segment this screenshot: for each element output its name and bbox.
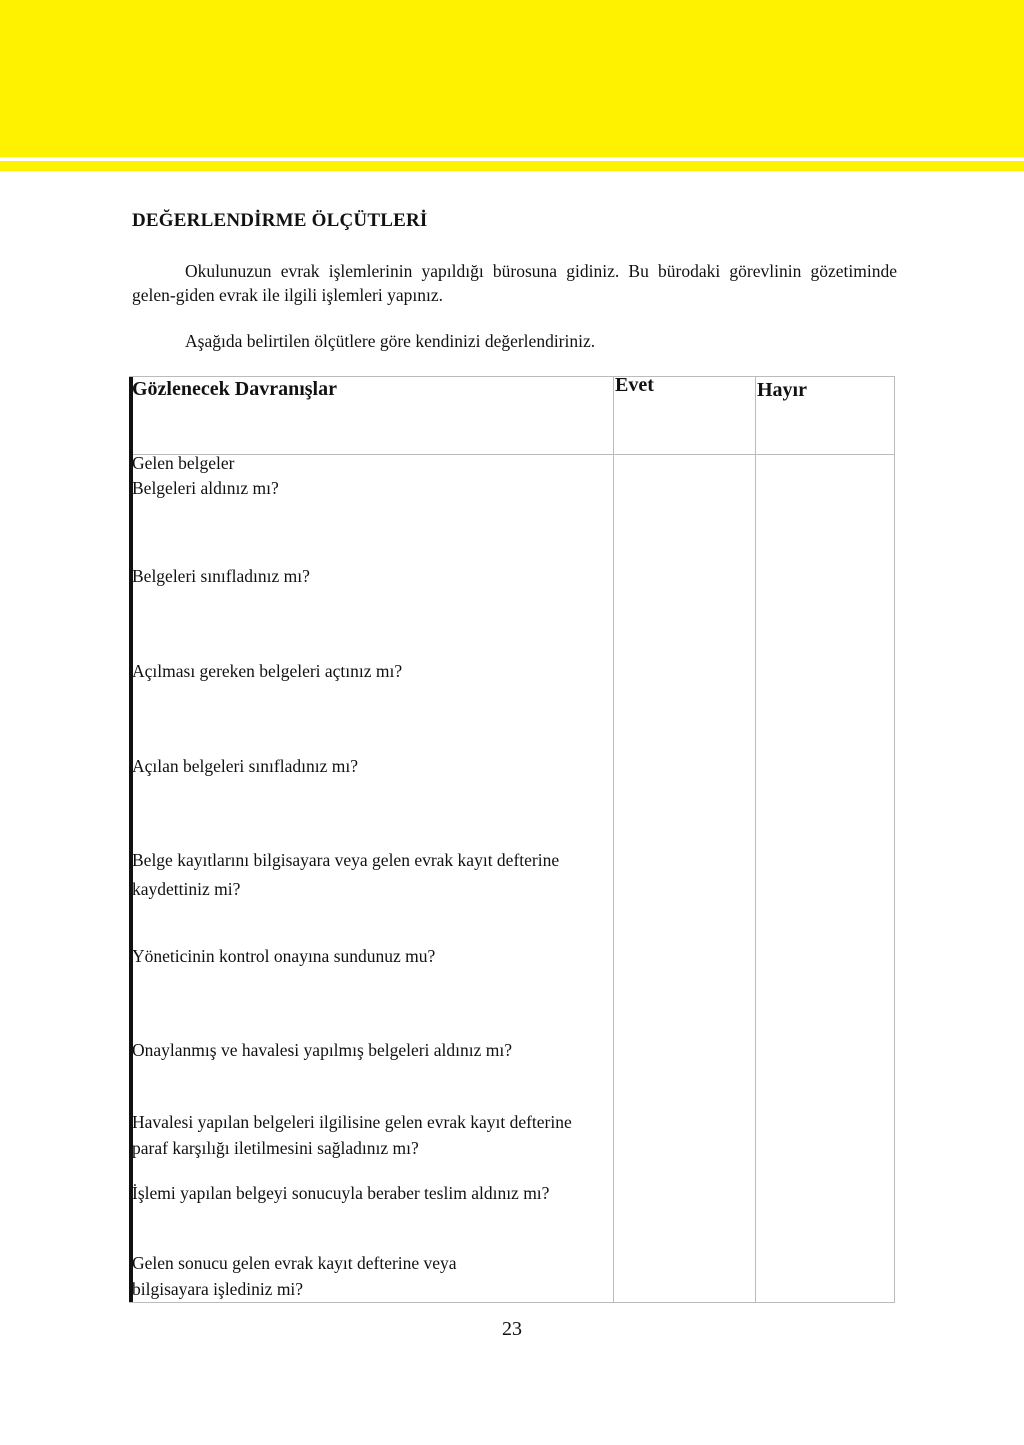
checklist-item: Belgeleri sınıfladınız mı? <box>132 566 310 586</box>
checklist-item: İşlemi yapılan belgeyi sonucuyla beraber teslim aldınız mı? <box>132 1183 550 1203</box>
column-header-no: Hayır <box>757 379 807 401</box>
page-number: 23 <box>502 1318 522 1340</box>
self-assessment-instruction: Aşağıda belirtilen ölçütlere göre kendinizi değerlendiriniz. <box>185 331 596 351</box>
header-stripe <box>0 161 1024 171</box>
evaluation-checklist-table <box>129 376 895 1303</box>
column-header-behaviors: Gözlenecek Davranışlar <box>132 378 337 400</box>
column-divider-evet <box>613 377 614 1302</box>
checklist-group <box>132 451 602 501</box>
column-header-yes: Evet <box>615 374 654 396</box>
section-label: Gelen belgeler <box>132 453 235 473</box>
checklist-item: Belgeleri aldınız mı? <box>132 478 279 498</box>
checklist-item: Havalesi yapılan belgeleri ilgilisine gelen evrak kayıt defterine paraf karşılığı iletilmesini sağladınız mı? <box>132 1112 572 1158</box>
checklist-item: Açılan belgeleri sınıfladınız mı? <box>132 756 358 776</box>
header-band <box>0 0 1024 157</box>
column-divider-hayir <box>755 377 756 1302</box>
checklist-item: Açılması gereken belgeleri açtınız mı? <box>132 661 403 681</box>
checklist-item: Yöneticinin kontrol onayına sundunuz mu? <box>132 946 436 966</box>
instruction-paragraph: Okulunuzun evrak işlemlerinin yapıldığı bürosuna gidiniz. Bu bürodaki görevlinin gözetiminde gelen-giden evrak ile ilgili işlemleri yapınız. <box>132 261 897 305</box>
section-heading: DEĞERLENDİRME ÖLÇÜTLERİ <box>132 210 428 231</box>
checklist-item: Onaylanmış ve havalesi yapılmış belgeleri aldınız mı? <box>132 1040 513 1060</box>
table-left-bar <box>129 377 133 1302</box>
checklist-item: Belge kayıtlarını bilgisayara veya gelen evrak kayıt defterine kaydettiniz mi? <box>132 850 560 899</box>
checklist-item: Gelen sonucu gelen evrak kayıt defterine veya bilgisayara işlediniz mi? <box>132 1253 457 1299</box>
